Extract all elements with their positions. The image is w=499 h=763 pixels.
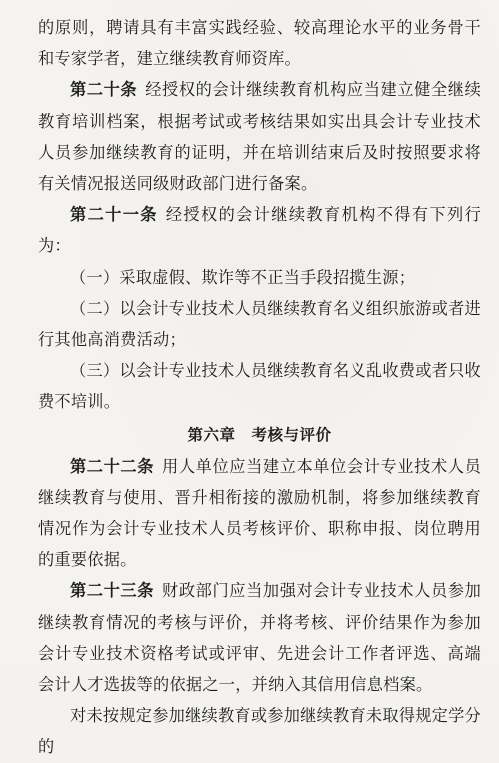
article-23-body: 财政部门应当加强对会计专业技术人员参加继续教育情况的考核与评价，并将考核、评价结果作为参加会计专业技术资格考试或评审、先进会计工作者评选、高端会计人才选拔等的依据之一，并纳入其信用信息档案。 bbox=[38, 581, 482, 695]
chapter-6-heading bbox=[38, 420, 481, 451]
article-20 bbox=[38, 74, 481, 199]
article-21-body: 经授权的会计继续教育机构不得有下列行为： bbox=[38, 205, 482, 256]
article-22-body: 用人单位应当建立本单位会计专业技术人员继续教育与使用、晋升相衔接的激励机制，将参加继续教育情况作为会计专业技术人员考核评价、职称申报、岗位聘用的重要依据。 bbox=[38, 456, 482, 570]
article-21-heading: 第二十一条 bbox=[70, 205, 158, 225]
article-23-heading: 第二十三条 bbox=[70, 581, 155, 601]
intro-continuation-paragraph bbox=[38, 12, 481, 74]
article-23 bbox=[38, 575, 481, 700]
article-21-item-3: （三）以会计专业技术人员继续教育名义乱收费或者只收费不培训。 bbox=[38, 361, 481, 412]
article-22-heading: 第二十二条 bbox=[70, 456, 155, 476]
intro-continuation-text: 的原则，聘请具有丰富实践经验、较高理论水平的业务骨干和专家学者，建立继续教育师资库。 bbox=[38, 18, 481, 69]
article-21-item-2: （二）以会计专业技术人员继续教育名义组织旅游或者进行其他高消费活动； bbox=[38, 298, 481, 350]
article-20-heading: 第二十条 bbox=[70, 80, 138, 100]
article-20-body: 经授权的会计继续教育机构应当建立健全继续教育培训档案，根据考试或考核结果如实出具会计专业技术人员参加继续教育的证明，并在培训结束后及时按照要求将有关情况报送同级财政部门进行备案。 bbox=[38, 80, 482, 194]
article-21 bbox=[38, 199, 481, 261]
article-22 bbox=[38, 451, 481, 576]
chapter-6-number: 第六章 bbox=[187, 425, 236, 444]
trailing-paragraph-text: 对未按规定参加继续教育或参加继续教育未取得规定学分的 bbox=[38, 706, 481, 757]
article-21-item-1: （一）采取虚假、欺诈等不正当手段招揽生源； bbox=[70, 267, 416, 287]
chapter-6-title: 考核与评价 bbox=[251, 425, 332, 444]
trailing-paragraph bbox=[38, 700, 481, 762]
